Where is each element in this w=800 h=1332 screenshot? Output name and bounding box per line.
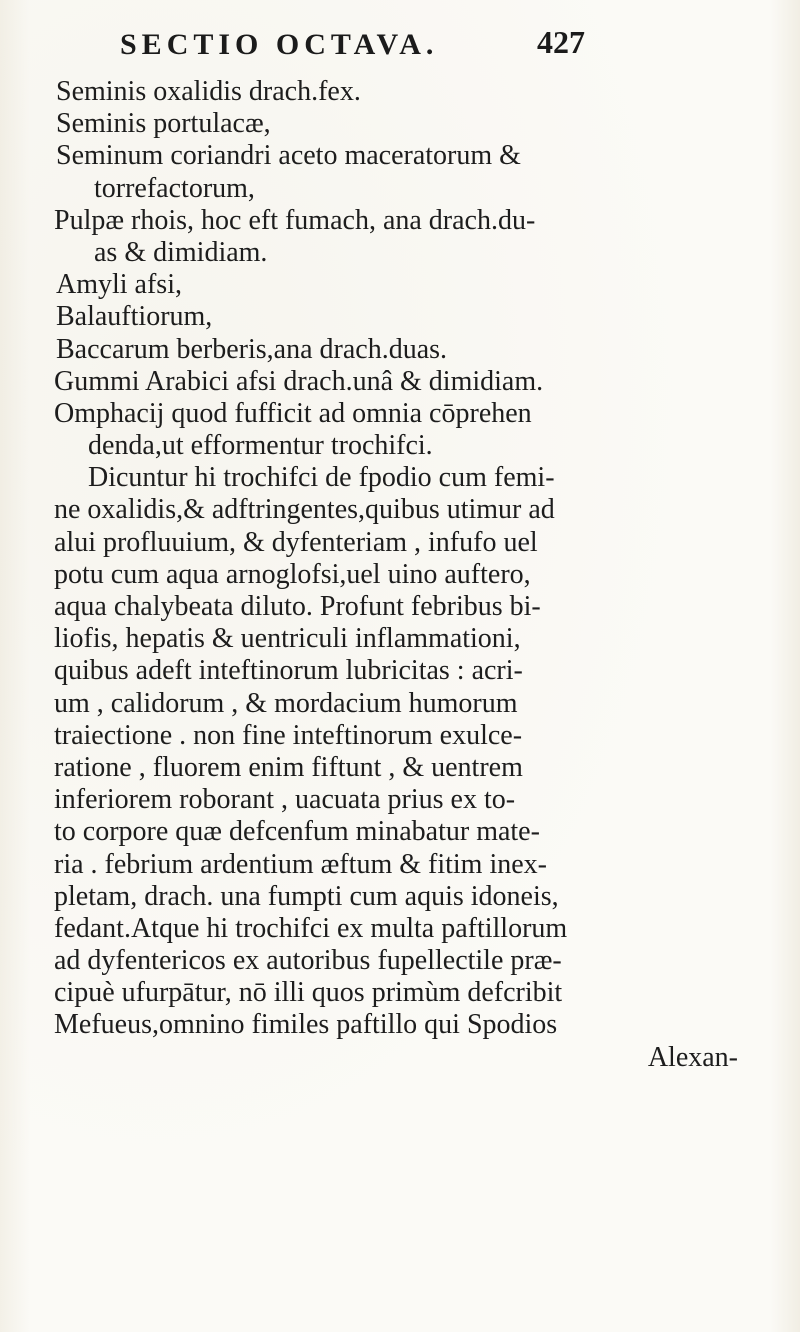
text-line: Balauftiorum, — [56, 301, 213, 333]
text-line: to corpore quæ defcenfum minabatur mate- — [54, 816, 540, 848]
text-line: inferiorem roborant , uacuata prius ex to- — [54, 784, 516, 816]
text-line: fedant.Atque hi trochifci ex multa paftillorum — [54, 912, 568, 944]
text-line: alui profluuium, & dyfenteriam , infufo uel — [54, 526, 538, 558]
page-number: 427 — [537, 24, 585, 60]
text-line: liofis, hepatis & uentriculi inflammationi, — [54, 623, 521, 655]
text-line: Gummi Arabici afsi drach.unâ & dimidiam. — [54, 365, 544, 397]
text-line: Seminis oxalidis drach.fex. — [56, 76, 361, 107]
text-line: ratione , fluorem enim fiftunt , & uentrem — [54, 751, 523, 783]
running-head: SECTIO OCTAVA. — [120, 28, 439, 61]
text-line: denda,ut efformentur trochifci. — [88, 430, 433, 462]
text-line: cipuè ufurpātur, nō illi quos primùm defcribit — [54, 977, 563, 1009]
text-line: Dicuntur hi trochifci de fpodio cum femi- — [88, 462, 555, 494]
text-line: ad dyfentericos ex autoribus fupellectile præ- — [54, 945, 562, 977]
text-line: as & dimidiam. — [94, 236, 268, 268]
text-line: pletam, drach. una fumpti cum aquis idoneis, — [54, 880, 559, 912]
catchword: Alexan- — [647, 1041, 738, 1073]
text-line: aqua chalybeata diluto. Profunt febribus bi- — [54, 591, 541, 622]
text-line: Baccarum berberis,ana drach.duas. — [56, 333, 448, 365]
text-line: ne oxalidis,& adftringentes,quibus utimur ad — [54, 494, 555, 526]
text-line: Pulpæ rhois, hoc eft fumach, ana drach.du- — [54, 204, 536, 236]
page-header — [0, 22, 800, 66]
text-line: Amyli afsi, — [56, 269, 182, 301]
text-line: Mefueus,omnino fimiles paftillo qui Spodios — [54, 1009, 558, 1041]
text-line: torrefactorum, — [94, 172, 255, 204]
body-text — [54, 76, 754, 1074]
text-line: Seminum coriandri aceto maceratorum & — [56, 140, 521, 172]
text-line: um , calidorum , & mordacium humorum — [54, 687, 518, 719]
text-line: potu cum aqua arnoglofsi,uel uino auftero, — [54, 558, 531, 590]
text-line: ria . febrium ardentium æftum & fitim inex- — [54, 848, 547, 880]
text-line: Seminis portulacæ, — [56, 108, 271, 140]
text-line: Omphacij quod fufficit ad omnia cōprehen — [54, 397, 532, 429]
text-line: quibus adeft inteftinorum lubricitas : acri- — [54, 655, 523, 687]
text-line: traiectione . non fine inteftinorum exulce- — [54, 719, 523, 751]
